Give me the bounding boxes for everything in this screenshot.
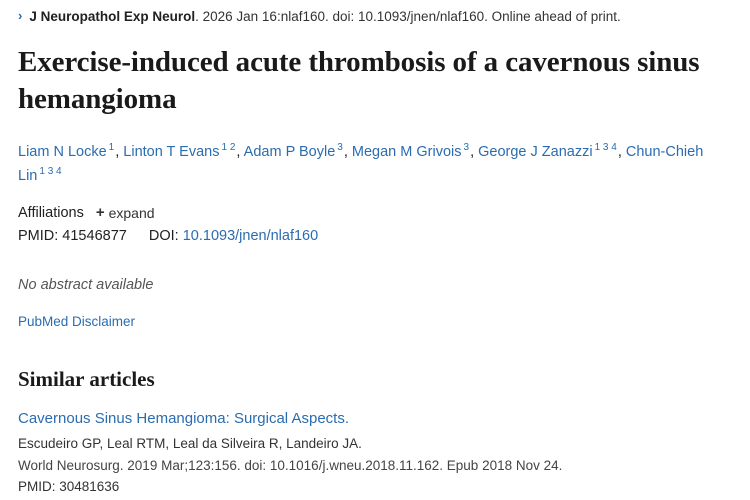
author-affil-marker[interactable]: 1 [108, 142, 115, 154]
list-item [18, 409, 732, 494]
author-separator: , [343, 144, 348, 161]
author-item[interactable] [123, 144, 236, 160]
affiliations-label: Affiliations [18, 204, 84, 221]
author-name[interactable]: George J Zanazzi [478, 144, 593, 161]
expand-label: expand [108, 204, 155, 221]
author-item[interactable] [352, 144, 470, 160]
doi-label: DOI: [148, 228, 179, 245]
author-affil-marker[interactable]: 1 3 4 [39, 165, 62, 177]
similar-articles-heading: Similar articles [18, 367, 155, 392]
page-title: Exercise-induced acute thrombosis of a cavernous sinus hemangioma [18, 46, 700, 116]
identifiers-row [18, 228, 732, 244]
expand-affiliations-button[interactable] [96, 204, 155, 221]
author-item[interactable] [18, 144, 115, 160]
author-item[interactable] [478, 144, 618, 160]
affiliations-row [18, 204, 732, 221]
author-affil-marker[interactable]: 3 [337, 142, 343, 154]
similar-article-title[interactable]: Cavernous Sinus Hemangioma: Surgical Aspects. [18, 410, 349, 428]
author-affil-marker[interactable]: 1 3 4 [594, 142, 617, 154]
chevron-right-icon[interactable]: › [18, 8, 23, 23]
author-name[interactable]: Megan M Grivois [351, 144, 462, 161]
author-name[interactable]: Liam N Locke [18, 144, 107, 161]
similar-article-pmid: PMID: 30481636 [18, 478, 120, 494]
author-list [18, 140, 718, 187]
journal-name: J Neuropathol Exp Neurol [29, 9, 196, 24]
similar-article-authors: Escudeiro GP, Leal RTM, Leal da Silveira R, Landeiro JA. [18, 435, 362, 451]
author-item[interactable] [244, 144, 344, 160]
no-abstract-text: No abstract available [18, 277, 154, 294]
doi-link[interactable]: 10.1093/jnen/nlaf160 [182, 228, 319, 245]
journal-citation-line [18, 8, 732, 26]
pmid-label: PMID: 41546877 [18, 228, 127, 245]
author-affil-marker[interactable]: 3 [463, 142, 470, 154]
author-separator: , [115, 144, 120, 161]
similar-article-citation: World Neurosurg. 2019 Mar;123:156. doi: 10.1016/j.wneu.2018.11.162. Epub 2018 Nov 24. [18, 457, 563, 473]
author-separator: , [236, 144, 241, 161]
pubmed-disclaimer-link[interactable]: PubMed Disclaimer [18, 314, 136, 330]
author-name[interactable]: Chun-Chieh Lin [18, 144, 704, 184]
author-affil-marker[interactable]: 1 2 [221, 142, 236, 154]
author-name[interactable]: Linton T Evans [123, 144, 220, 161]
author-name[interactable]: Adam P Boyle [243, 144, 336, 161]
author-separator: , [617, 144, 622, 161]
plus-icon: + [95, 204, 105, 222]
journal-citation-details: . 2026 Jan 16:nlaf160. doi: 10.1093/jnen/nlaf160. Online ahead of print. [195, 9, 621, 24]
author-separator: , [470, 144, 475, 161]
